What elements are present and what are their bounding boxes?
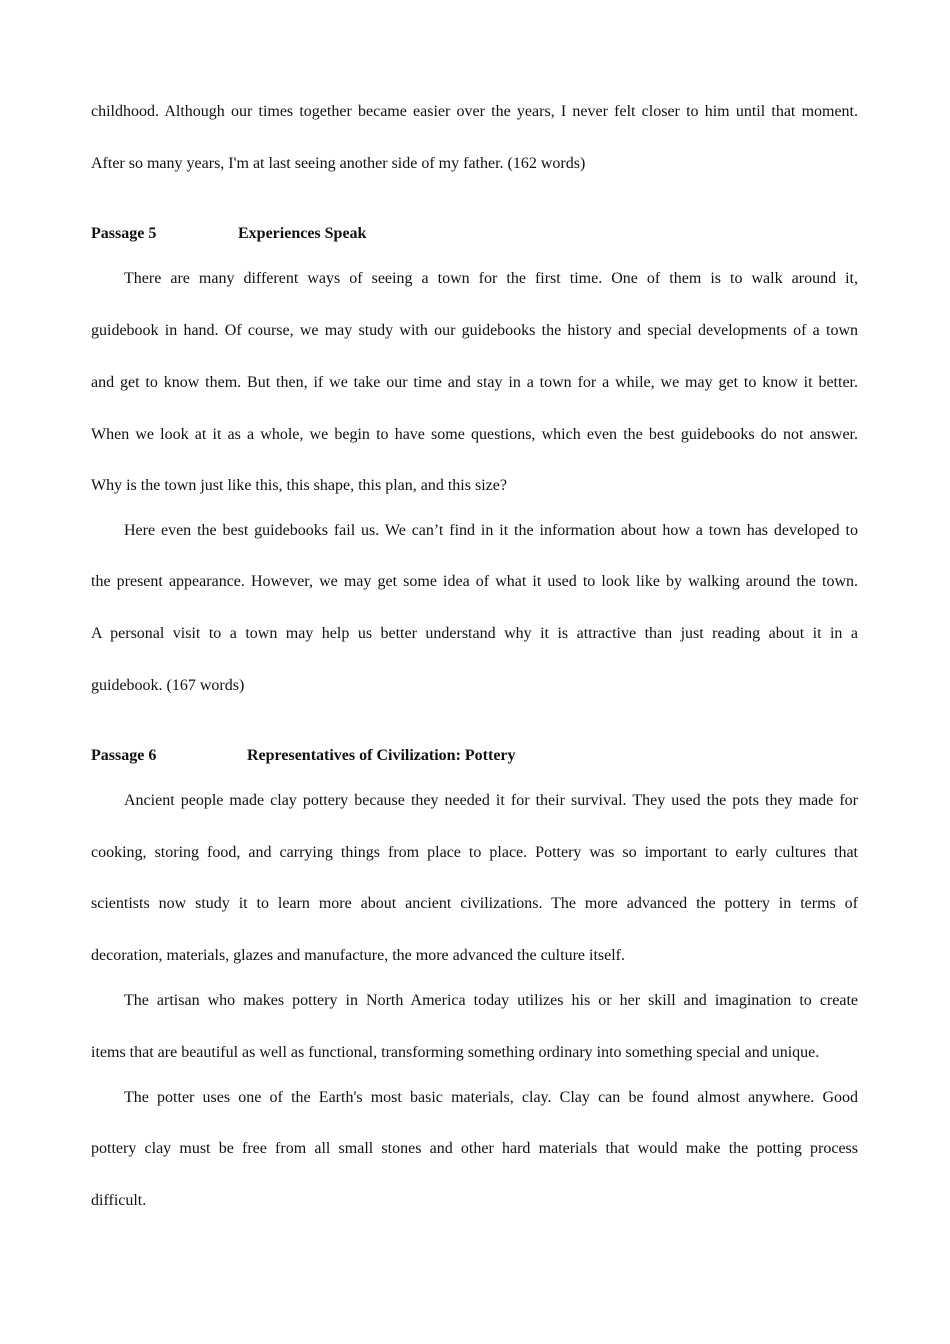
body-text-line: decoration, materials, glazes and manufacture, the more advanced the culture itself.: [91, 947, 625, 964]
body-text-line: difficult.: [91, 1192, 147, 1209]
body-text-line: cooking, storing food, and carrying things from place to place. Pottery was so important to early cultures that: [91, 844, 858, 861]
body-text-line: A personal visit to a town may help us better understand why it is attractive than just reading about it in a: [91, 625, 858, 642]
body-text-line: and get to know them. But then, if we take our time and stay in a town for a while, we may get to know it better.: [91, 374, 858, 391]
passage-title: Experiences Speak: [238, 225, 367, 242]
body-text-line: When we look at it as a whole, we begin to have some questions, which even the best guidebooks do not answer.: [91, 426, 858, 443]
body-text-line: The potter uses one of the Earth's most basic materials, clay. Clay can be found almost anywhere. Good: [124, 1089, 858, 1106]
body-text-line: There are many different ways of seeing a town for the first time. One of them is to walk around it,: [124, 270, 858, 287]
body-text-line: Here even the best guidebooks fail us. We can’t find in it the information about how a town has developed to: [124, 522, 858, 539]
body-text-line: The artisan who makes pottery in North America today utilizes his or her skill and imagination to create: [124, 992, 858, 1009]
body-text-line: Ancient people made clay pottery because they needed it for their survival. They used the pots they made for: [124, 792, 858, 809]
passage-title: Representatives of Civilization: Pottery: [247, 747, 516, 764]
body-text-line: guidebook. (167 words): [91, 677, 245, 694]
body-text-line: guidebook in hand. Of course, we may study with our guidebooks the history and special developments of a town: [91, 322, 858, 339]
passage-number: Passage 5: [91, 225, 157, 242]
passage-number: Passage 6: [91, 747, 157, 764]
body-text-line: After so many years, I'm at last seeing another side of my father. (162 words): [91, 155, 586, 172]
body-text-line: the present appearance. However, we may get some idea of what it used to look like by walking around the town.: [91, 573, 858, 590]
body-text-line: pottery clay must be free from all small stones and other hard materials that would make the potting process: [91, 1140, 858, 1157]
body-text-line: Why is the town just like this, this shape, this plan, and this size?: [91, 477, 507, 494]
body-text-line: childhood. Although our times together became easier over the years, I never felt closer to him until that moment.: [91, 103, 858, 120]
body-text-line: items that are beautiful as well as functional, transforming something ordinary into something special and unique.: [91, 1044, 820, 1061]
body-text-line: scientists now study it to learn more about ancient civilizations. The more advanced the pottery in terms of: [91, 895, 858, 912]
